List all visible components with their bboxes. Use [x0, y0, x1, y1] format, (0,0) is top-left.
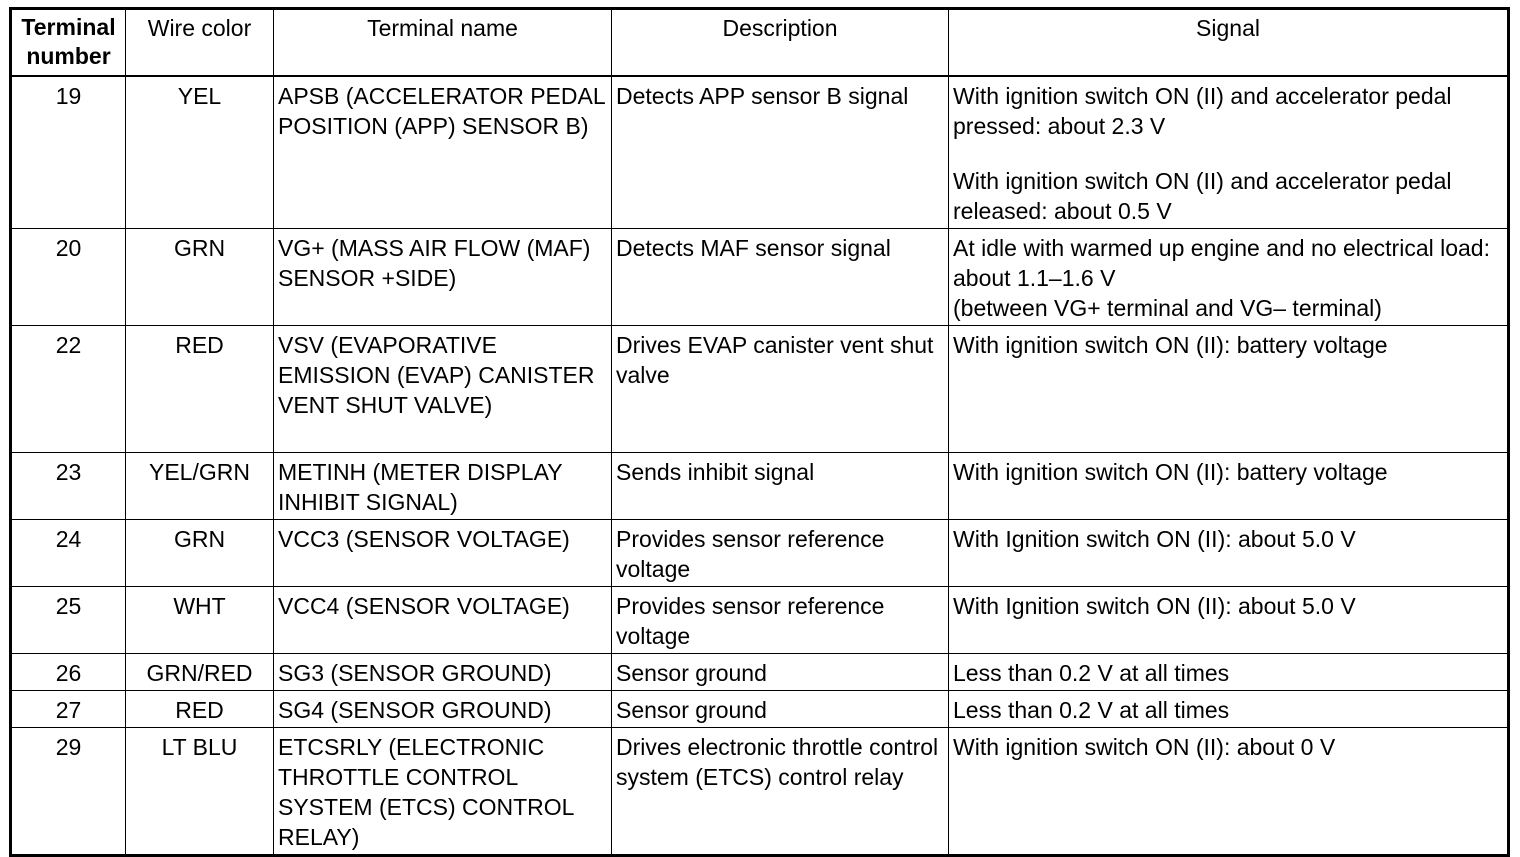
description-cell: Drives electronic throttle control system (ETCS) control relay — [612, 728, 949, 856]
description-cell: Sensor ground — [612, 691, 949, 728]
table-row — [11, 691, 1509, 728]
wire-color-cell: GRN/RED — [126, 654, 274, 691]
signal-cell: Less than 0.2 V at all times — [949, 654, 1509, 691]
terminal-name-cell: VCC3 (SENSOR VOLTAGE) — [274, 520, 612, 587]
table-row — [11, 587, 1509, 654]
table-row — [11, 728, 1509, 856]
terminal-number-cell: 19 — [11, 76, 126, 229]
terminal-name-cell: ETCSRLY (ELECTRONIC THROTTLE CONTROL SYSTEM (ETCS) CONTROL RELAY) — [274, 728, 612, 856]
terminal-number-cell: 26 — [11, 654, 126, 691]
signal-cell: With ignition switch ON (II): about 0 V — [949, 728, 1509, 856]
table-row — [11, 654, 1509, 691]
description-cell: Sends inhibit signal — [612, 453, 949, 520]
header-wire-color: Wire color — [126, 9, 274, 77]
wire-color-cell: GRN — [126, 520, 274, 587]
wire-color-cell: RED — [126, 326, 274, 453]
terminal-name-cell: VSV (EVAPORATIVE EMISSION (EVAP) CANISTER VENT SHUT VALVE) — [274, 326, 612, 453]
header-description: Description — [612, 9, 949, 77]
table-row — [11, 229, 1509, 326]
description-cell: Provides sensor reference voltage — [612, 587, 949, 654]
terminal-name-cell: VG+ (MASS AIR FLOW (MAF) SENSOR +SIDE) — [274, 229, 612, 326]
terminal-number-cell: 23 — [11, 453, 126, 520]
table-row — [11, 76, 1509, 229]
signal-cell: With Ignition switch ON (II): about 5.0 V — [949, 520, 1509, 587]
terminal-number-cell: 25 — [11, 587, 126, 654]
terminal-number-cell: 22 — [11, 326, 126, 453]
wire-color-cell: GRN — [126, 229, 274, 326]
terminal-name-cell: APSB (ACCELERATOR PEDAL POSITION (APP) SENSOR B) — [274, 76, 612, 229]
terminal-name-cell: SG3 (SENSOR GROUND) — [274, 654, 612, 691]
terminal-name-cell: VCC4 (SENSOR VOLTAGE) — [274, 587, 612, 654]
header-terminal-name: Terminal name — [274, 9, 612, 77]
signal-cell: With Ignition switch ON (II): about 5.0 V — [949, 587, 1509, 654]
description-cell: Sensor ground — [612, 654, 949, 691]
wire-color-cell: LT BLU — [126, 728, 274, 856]
table-row — [11, 453, 1509, 520]
description-cell: Detects MAF sensor signal — [612, 229, 949, 326]
header-terminal-number: Terminal number — [11, 9, 126, 77]
table-row — [11, 520, 1509, 587]
wire-color-cell: RED — [126, 691, 274, 728]
terminal-number-cell: 29 — [11, 728, 126, 856]
signal-cell — [949, 76, 1509, 229]
signal-cell: Less than 0.2 V at all times — [949, 691, 1509, 728]
terminal-name-cell: SG4 (SENSOR GROUND) — [274, 691, 612, 728]
terminal-table — [9, 7, 1510, 857]
signal-cell: At idle with warmed up engine and no electrical load: about 1.1–1.6 V (between VG+ terminal and VG– terminal) — [949, 229, 1509, 326]
terminal-number-cell: 27 — [11, 691, 126, 728]
wire-color-cell: WHT — [126, 587, 274, 654]
wire-color-cell: YEL — [126, 76, 274, 229]
terminal-number-cell: 24 — [11, 520, 126, 587]
signal-text-released: With ignition switch ON (II) and accelerator pedal released: about 0.5 V — [953, 168, 1452, 224]
table-row — [11, 326, 1509, 453]
description-cell: Provides sensor reference voltage — [612, 520, 949, 587]
wire-color-cell: YEL/GRN — [126, 453, 274, 520]
terminal-name-cell: METINH (METER DISPLAY INHIBIT SIGNAL) — [274, 453, 612, 520]
description-cell: Drives EVAP canister vent shut valve — [612, 326, 949, 453]
table-header-row — [11, 9, 1509, 77]
signal-cell: With ignition switch ON (II): battery voltage — [949, 326, 1509, 453]
terminal-number-cell: 20 — [11, 229, 126, 326]
header-signal: Signal — [949, 9, 1509, 77]
description-cell: Detects APP sensor B signal — [612, 76, 949, 229]
signal-text-pressed: With ignition switch ON (II) and accelerator pedal pressed: about 2.3 V — [953, 83, 1452, 139]
signal-cell: With ignition switch ON (II): battery voltage — [949, 453, 1509, 520]
